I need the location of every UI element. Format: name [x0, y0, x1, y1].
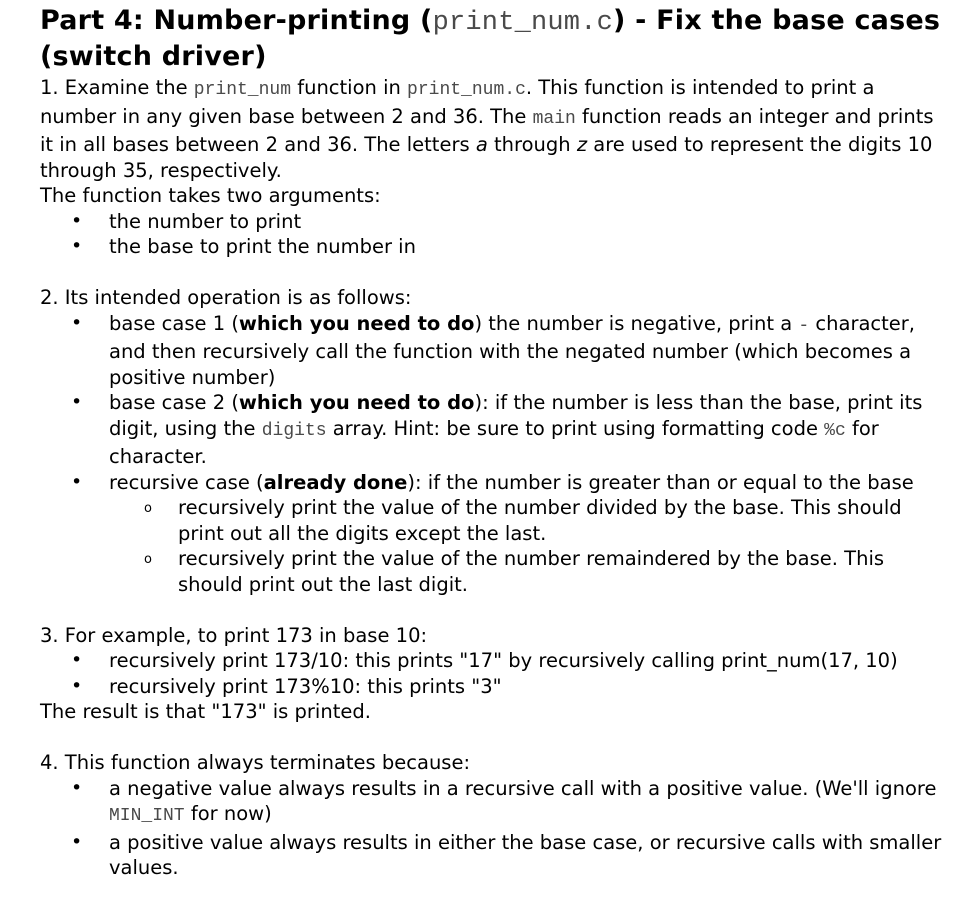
bold-text: already done [263, 470, 408, 494]
text: base case 1 ( [109, 311, 239, 335]
text: are used to represent the digits 10 through 35, respectively. [40, 133, 933, 182]
title-text-end: ) - Fix the base cases (switch driver) [40, 5, 941, 72]
text: ): if the number is less than the base, print its digit, using the [109, 391, 923, 440]
sub-list-item: o recursively print the value of the number divided by the base. This should print out all the digits except the last. [40, 495, 950, 546]
section-1-paragraph [40, 75, 950, 183]
list-item [40, 311, 950, 391]
inline-code: digits [261, 420, 327, 441]
text: function in [291, 76, 408, 99]
inline-code: - [798, 315, 810, 336]
sub-list [109, 495, 950, 597]
inline-code: print_num [193, 80, 292, 100]
spacer [40, 725, 950, 751]
list-item [40, 776, 950, 830]
text: through [487, 133, 577, 156]
text: base case 2 ( [109, 391, 239, 414]
text: . This function is intended to print a number in any given base between 2 and 36. The [40, 76, 875, 128]
text: character, and then recursively call the function with the negated number (which becomes a positive number) [109, 311, 915, 389]
list-item: • the number to print [40, 209, 950, 235]
title-code: print_num.c [432, 8, 614, 38]
bold-text: which you need to do [238, 391, 475, 414]
sub-list-item: o recursively print the value of the number remaindered by the base. This should print out the last digit. [40, 546, 950, 597]
italic-text: z [576, 133, 588, 156]
section-2-intro: 2. Its intended operation is as follows: [40, 286, 412, 309]
text: ): if the number is greater than or equal to the base [407, 470, 914, 494]
section-3-intro: 3. For example, to print 173 in base 10: [40, 623, 428, 647]
operation-list [40, 311, 950, 598]
bold-text: which you need to do [238, 311, 475, 335]
text: 1. Examine the [40, 76, 194, 99]
inline-code: MIN_INT [109, 806, 185, 826]
text: ) the number is negative, print a [474, 311, 799, 335]
inline-code: %c [824, 420, 846, 441]
list-item: • the base to print the number in [40, 234, 950, 260]
list-item: • a positive value always results in either the base case, or recursive calls with smaller values. [40, 830, 950, 881]
text: for now) [184, 802, 272, 825]
spacer [40, 260, 950, 286]
list-item: • recursively print 173%10: this prints "3" [40, 674, 950, 700]
page-title [40, 4, 950, 73]
text: recursive case ( [109, 470, 264, 494]
section-4-intro: 4. This function always terminates because: [40, 751, 471, 774]
italic-text: a [475, 133, 488, 156]
text: a negative value always results in a recursive call with a positive value. (We'll ignore [109, 776, 937, 800]
text: function reads an integer and prints it in all bases between 2 and 36. The letters [40, 104, 934, 156]
text: array. Hint: be sure to print using formatting code [326, 416, 825, 440]
list-item [40, 470, 950, 598]
inline-code: print_num.c [407, 80, 526, 100]
args-intro: The function takes two arguments: [40, 184, 381, 207]
list-item: • recursively print 173/10: this prints "17" by recursively calling print_num(17, 10) [40, 648, 950, 674]
args-list [40, 209, 950, 260]
title-text: Part 4: Number-printing ( [40, 5, 433, 36]
inline-code: main [532, 108, 576, 129]
example-list [40, 648, 950, 699]
text: for character. [109, 416, 879, 468]
spacer [40, 597, 950, 623]
termination-list [40, 776, 950, 881]
section-3-result: The result is that "173" is printed. [40, 700, 371, 723]
list-item [40, 390, 950, 470]
